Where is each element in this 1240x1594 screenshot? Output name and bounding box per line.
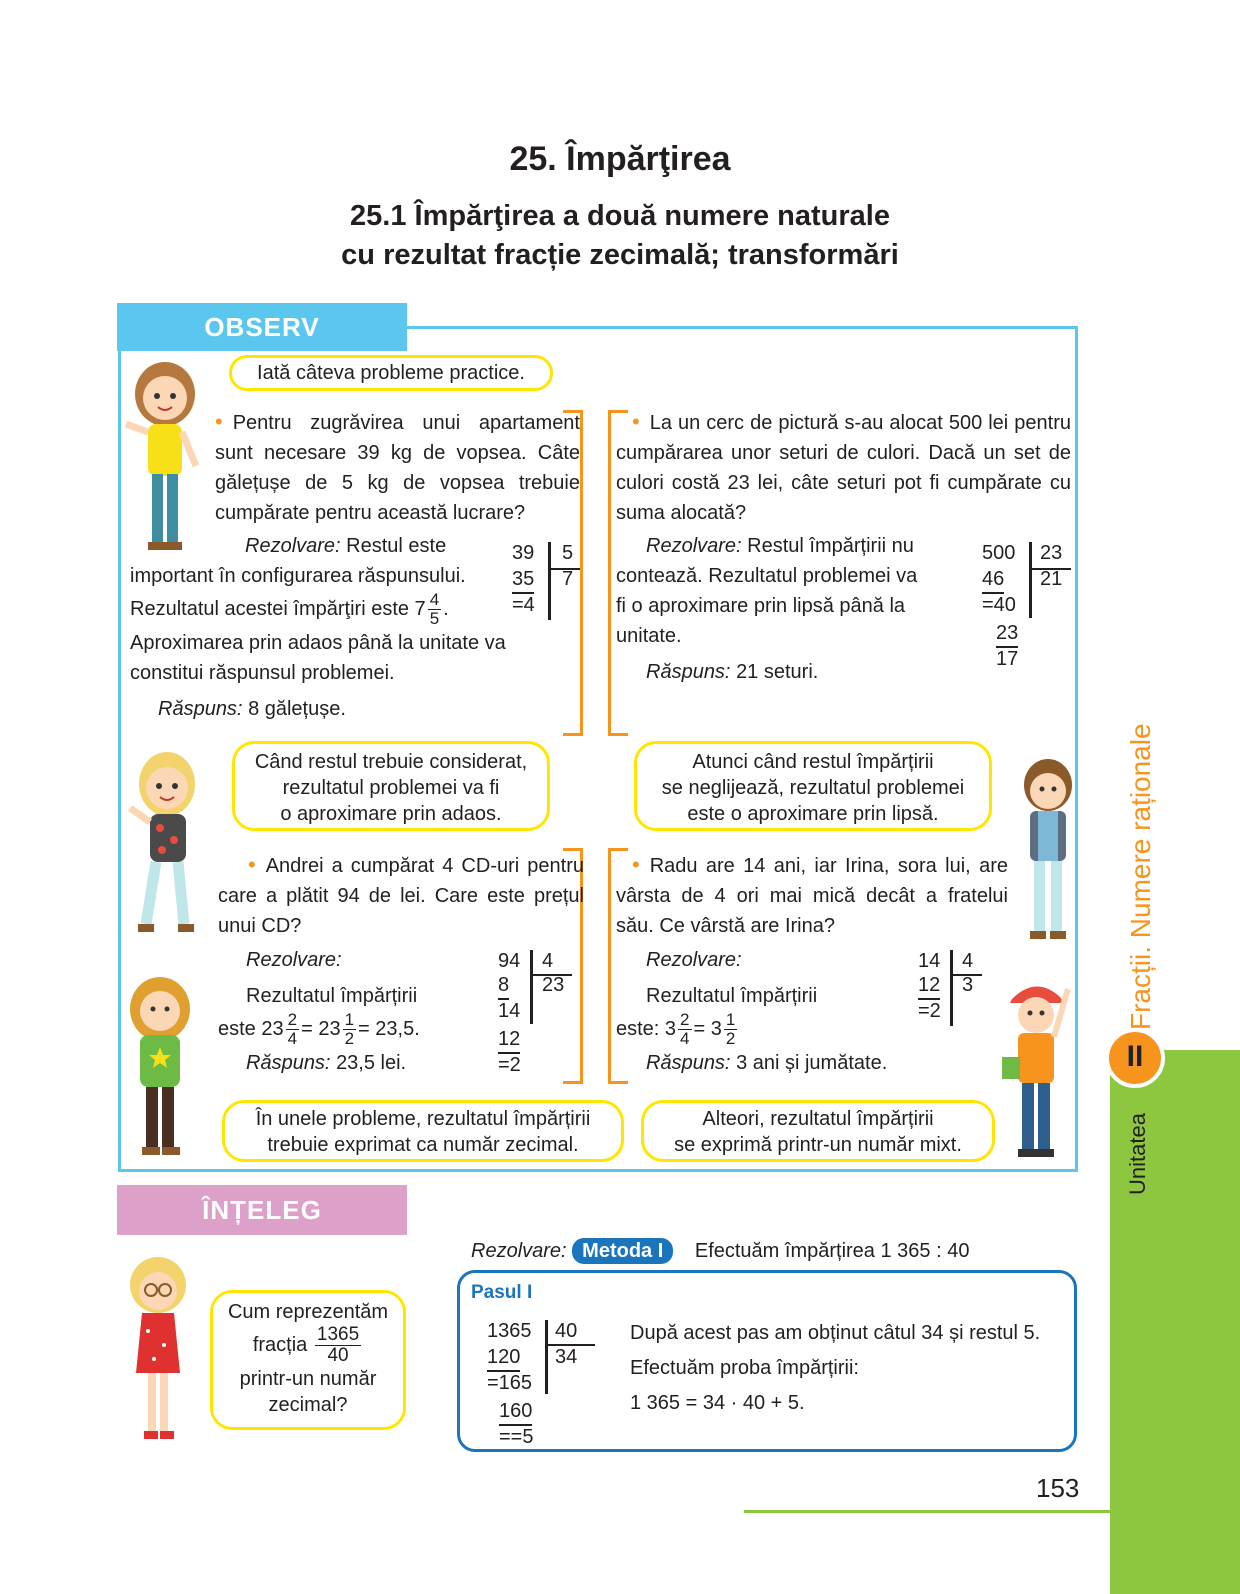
raspuns-value: 3 ani și jumătate. (736, 1052, 888, 1074)
unit-title: Fracții. Numere raționale (1125, 723, 1156, 1030)
solution-line: Aproximarea prin adaos până la unitate va (130, 632, 506, 654)
raspuns-value: 23,5 lei. (336, 1052, 407, 1074)
bubble-line: se neglijează, rezultatul problemei (661, 777, 965, 799)
bubble-line: o aproximare prin adaos. (280, 803, 502, 825)
remainder: 14 (498, 1000, 521, 1022)
quotient: 34 (555, 1346, 578, 1368)
explain-line: După acest pas am obținut câtul 34 și restul 5. (630, 1322, 1041, 1344)
explain-line: Efectuăm proba împărțirii: (630, 1357, 859, 1379)
speech-bubble-mixt (641, 1100, 995, 1162)
fraction (428, 591, 441, 628)
girl-yellow-illustration (120, 362, 210, 557)
divisor: 4 (542, 950, 554, 972)
subtrahend: 8 (498, 972, 509, 1000)
problem-2-text (616, 407, 1071, 528)
raspuns-value: 21 seturi. (736, 661, 819, 683)
remainder: 17 (996, 648, 1019, 670)
solution-line: constitui răspunsul problemei. (130, 662, 395, 684)
subtrahend: 46 (982, 566, 1004, 594)
subtrahend: 23 (996, 620, 1018, 648)
subtrahend: 120 (487, 1344, 520, 1372)
solution-line: Restul este (346, 535, 447, 557)
lesson-subtitle (0, 197, 1240, 275)
solution-line: contează. Rezultatul problemei va (616, 565, 918, 587)
subtrahend: 160 (499, 1398, 532, 1426)
bubble-line: Atunci când restul împărțirii (692, 751, 934, 773)
solution-line: este 23 (218, 1017, 284, 1040)
explain-line: 1 365 = 34 · 40 + 5. (630, 1392, 805, 1414)
quotient: 3 (962, 974, 974, 996)
quotient: 7 (562, 568, 574, 590)
denominator: 5 (429, 609, 440, 628)
dividend: 1365 (487, 1320, 532, 1342)
subtitle-line-2: cu rezultat fracție zecimală; transformări (341, 239, 899, 271)
raspuns-label: Răspuns: (158, 698, 243, 720)
numerator: 2 (680, 1010, 690, 1029)
bubble-line: este o aproximare prin lipsă. (687, 803, 939, 825)
problem-4-statement: Radu are 14 ani, iar Irina, sora lui, are vârsta de 4 ori mai mică decât a fratelui său. Ce vârstă are Irina? (616, 855, 1008, 937)
quotient: 23 (542, 974, 565, 996)
solution-line: important în configurarea răspunsului. (130, 565, 466, 587)
solution-line: Rezultatul împărțirii (646, 985, 818, 1007)
girl-green-illustration (120, 975, 200, 1165)
fraction (724, 1011, 737, 1048)
girl-glasses-illustration (120, 1255, 195, 1450)
bracket-left (563, 410, 583, 736)
solution-line: Restul împărțirii nu (747, 535, 914, 557)
bubble-line: printr-un număr (239, 1368, 377, 1390)
numerator: 4 (429, 590, 440, 609)
numerator: 1 (725, 1010, 736, 1029)
speech-bubble-question (210, 1290, 406, 1430)
division-bar (548, 542, 551, 620)
numerator: 2 (287, 1010, 298, 1029)
division-bar (530, 950, 533, 1024)
divisor: 23 (1040, 542, 1063, 564)
boy-cap-illustration (1000, 975, 1075, 1165)
observ-tab: OBSERV (117, 303, 407, 351)
divisor: 5 (562, 542, 574, 564)
unitatea-label: Unitatea (1125, 1113, 1150, 1195)
speech-bubble-lipsa (634, 741, 992, 831)
problem-2-statement: La un cerc de pictură s-au alocat 500 lei pentru cumpărarea unor seturi de culori. Dacă un set de culori costă 23 lei, câte seturi pot fi cumpărate cu suma alocată? (616, 412, 1071, 524)
solution-line: unitate. (616, 625, 682, 647)
raspuns-value: 8 gălețușe. (248, 698, 346, 720)
boy-vest-illustration (1018, 755, 1078, 945)
equals: = 3 (693, 1017, 722, 1040)
remainder: =165 (487, 1372, 533, 1394)
denominator: 2 (725, 1029, 736, 1048)
subtitle-line-1: 25.1 Împărţirea a două numere naturale (350, 200, 890, 232)
rezolvare-label: Rezolvare: (246, 949, 342, 971)
fraction (315, 1325, 361, 1366)
lesson-title: 25. Împărţirea (509, 140, 731, 178)
subtrahend: 12 (918, 972, 940, 1000)
problem-1-solution (130, 531, 510, 724)
unit-number-badge: II (1105, 1028, 1165, 1088)
division-bar (1029, 542, 1032, 618)
inteleg-tab: ÎNȚELEG (117, 1185, 407, 1235)
equals: = 23,5. (358, 1017, 420, 1040)
efectuam-text: Efectuăm împărțirea 1 365 : 40 (694, 1240, 970, 1262)
denominator: 40 (327, 1345, 349, 1366)
raspuns-label: Răspuns: (646, 1052, 731, 1074)
problem-2-solution (616, 531, 956, 687)
denominator: 4 (680, 1029, 690, 1048)
problem-1-statement: Pentru zugrăvirea unui apartament sunt necesare 39 kg de vopsea. Câte gălețușe de 5 kg de vopsea trebuie cumpărate pentru această lucrare? (215, 412, 580, 524)
equals: = 23 (301, 1017, 341, 1040)
raspuns-label: Răspuns: (646, 661, 731, 683)
fraction (286, 1011, 299, 1048)
solution-line: Rezultatul acestei împărţiri este 7 (130, 597, 426, 620)
rezolvare-label: Rezolvare: (245, 535, 341, 557)
bubble-line: se exprimă printr-un număr mixt. (674, 1134, 962, 1156)
denominator: 2 (344, 1029, 355, 1048)
bullet-icon: • (248, 852, 256, 877)
bubble-line: trebuie exprimat ca număr zecimal. (267, 1134, 579, 1156)
problem-1-text (215, 407, 580, 528)
problem-4-solution (616, 945, 916, 1078)
bullet-icon: • (632, 409, 640, 434)
bubble-line: Alteori, rezultatul împărțirii (702, 1108, 934, 1130)
dividend: 14 (918, 950, 941, 972)
rezolvare-label: Rezolvare: (646, 535, 742, 557)
fraction (678, 1011, 691, 1048)
bubble-line: fracția (252, 1333, 308, 1356)
rezolvare-label: Rezolvare: (646, 949, 742, 971)
division-bar (950, 950, 953, 1026)
rezolvare-row (471, 1236, 969, 1266)
rezolvare-label: Rezolvare: (471, 1240, 567, 1262)
dividend: 94 (498, 950, 521, 972)
page-number: 153 (1036, 1473, 1080, 1503)
solution-line: este: 3 (616, 1017, 677, 1040)
divisor: 4 (962, 950, 974, 972)
bubble-line: rezultatul problemei va fi (282, 777, 500, 799)
subtrahend: 12 (498, 1026, 520, 1054)
dividend: 500 (982, 542, 1016, 564)
solution-line: fi o aproximare prin lipsă până la (616, 595, 906, 617)
speech-bubble-zecimal (222, 1100, 624, 1162)
divisor: 40 (555, 1320, 578, 1342)
dividend: 39 (512, 542, 535, 564)
pasul-label: Pasul I (471, 1282, 533, 1303)
bubble-line: zecimal? (268, 1394, 348, 1416)
problem-3-text (218, 850, 584, 941)
fraction (343, 1011, 356, 1048)
solution-line: Rezultatul împărțirii (246, 985, 418, 1007)
remainder: =2 (498, 1054, 521, 1076)
quotient: 21 (1040, 568, 1063, 590)
speech-bubble-adaos (232, 741, 550, 831)
girl-blonde-illustration (122, 752, 212, 942)
problem-4-text (616, 850, 1008, 941)
bullet-icon: • (215, 409, 223, 434)
bubble-line: Cum reprezentăm (227, 1301, 389, 1323)
pasul-explanation (630, 1316, 1040, 1421)
remainder: =2 (918, 1000, 941, 1022)
denominator: 4 (287, 1029, 298, 1048)
bubble-line: Când restul trebuie considerat, (254, 751, 528, 773)
remainder: ==5 (499, 1426, 534, 1448)
problem-3-solution (218, 945, 478, 1078)
punct: . (443, 597, 449, 620)
bubble-line: În unele probleme, rezultatul împărțirii (255, 1108, 591, 1130)
numerator: 1 (344, 1010, 355, 1029)
intro-speech-bubble: Iată câteva probleme practice. (229, 355, 553, 391)
footer-rule (744, 1510, 1110, 1513)
remainder: =40 (982, 594, 1016, 616)
numerator: 1365 (316, 1324, 360, 1345)
subtrahend: 35 (512, 566, 534, 594)
metoda-badge: Metoda I (572, 1238, 673, 1264)
division-bar (545, 1320, 548, 1394)
bullet-icon: • (632, 852, 640, 877)
raspuns-label: Răspuns: (246, 1052, 331, 1074)
remainder: =4 (512, 594, 535, 616)
problem-3-statement: Andrei a cumpărat 4 CD-uri pentru care a plătit 94 de lei. Care este prețul unui CD? (218, 855, 584, 937)
